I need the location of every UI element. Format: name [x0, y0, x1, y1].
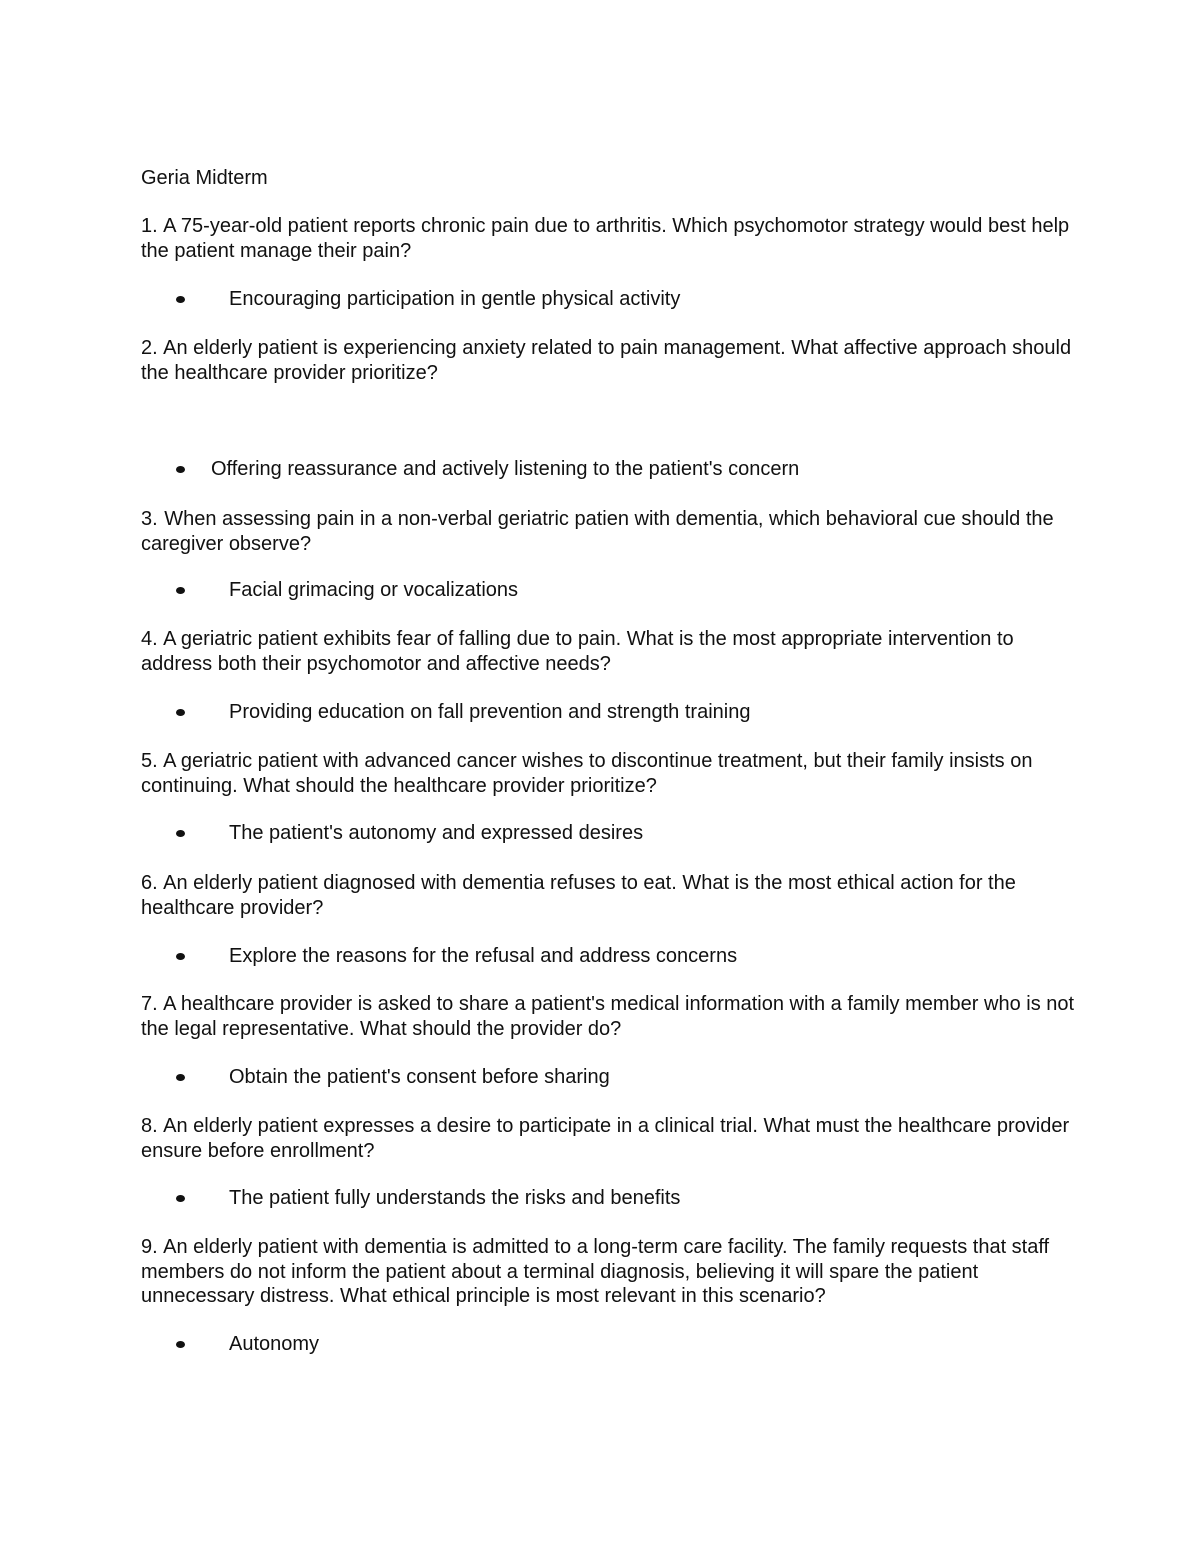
question-number: 7.: [141, 993, 158, 1015]
answer-1: [176, 287, 680, 311]
bullet-icon: [176, 709, 185, 716]
question-2: [141, 336, 1076, 385]
question-text: An elderly patient diagnosed with dementia refuses to eat. What is the most ethical action for the healthcare provider?: [141, 872, 1016, 919]
question-text: A 75-year-old patient reports chronic pain due to arthritis. Which psychomotor strategy would best help the patient manage their pain?: [141, 215, 1070, 262]
answer-text: Offering reassurance and actively listening to the patient's concern: [211, 458, 800, 480]
answer-7: [176, 1065, 610, 1089]
question-number: 3.: [141, 508, 158, 530]
answer-6: [176, 944, 737, 968]
bullet-icon: [176, 1074, 185, 1081]
question-text: An elderly patient is experiencing anxiety related to pain management. What affective approach should the healthcare provider prioritize?: [141, 337, 1072, 384]
answer-2: [176, 457, 799, 481]
bullet-icon: [176, 466, 185, 473]
question-number: 2.: [141, 337, 158, 359]
question-5: [141, 749, 1076, 798]
answer-8: [176, 1186, 680, 1210]
question-number: 4.: [141, 628, 158, 650]
question-text: A geriatric patient exhibits fear of falling due to pain. What is the most appropriate intervention to address both their psychomotor and affective needs?: [141, 628, 1014, 675]
bullet-icon: [176, 587, 185, 594]
bullet-icon: [176, 1195, 185, 1202]
question-number: 5.: [141, 750, 158, 772]
answer-text: Providing education on fall prevention and strength training: [229, 701, 751, 723]
bullet-icon: [176, 296, 185, 303]
question-7: [141, 992, 1076, 1041]
answer-text: The patient fully understands the risks and benefits: [229, 1187, 681, 1209]
bullet-icon: [176, 1341, 185, 1348]
question-number: 1.: [141, 215, 158, 237]
question-text: A healthcare provider is asked to share a patient's medical information with a family member who is not the legal representative. What should the provider do?: [141, 993, 1075, 1040]
question-6: [141, 871, 1076, 920]
answer-9: [176, 1332, 319, 1356]
question-3: [141, 507, 1076, 556]
bullet-icon: [176, 830, 185, 837]
answer-text: Autonomy: [229, 1333, 320, 1355]
answer-text: Obtain the patient's consent before sharing: [229, 1066, 610, 1088]
question-number: 6.: [141, 872, 158, 894]
bullet-icon: [176, 953, 185, 960]
document-title: Geria Midterm: [141, 167, 268, 189]
question-1: [141, 214, 1076, 263]
question-8: [141, 1114, 1076, 1163]
answer-5: [176, 821, 643, 845]
question-text: A geriatric patient with advanced cancer wishes to discontinue treatment, but their family insists on continuing. What should the healthcare provider prioritize?: [141, 750, 1033, 797]
question-9: [141, 1235, 1076, 1309]
question-text: An elderly patient with dementia is admitted to a long-term care facility. The family requests that staff members do not inform the patient about a terminal diagnosis, believing it will spare the patient unnecessary distress. What ethical principle is most relevant in this scenario?: [141, 1236, 1050, 1307]
question-text: An elderly patient expresses a desire to participate in a clinical trial. What must the healthcare provider ensure before enrollment?: [141, 1115, 1070, 1162]
answer-text: The patient's autonomy and expressed desires: [229, 822, 644, 844]
answer-3: [176, 578, 518, 602]
answer-text: Facial grimacing or vocalizations: [229, 579, 519, 601]
question-number: 9.: [141, 1236, 158, 1258]
answer-4: [176, 700, 750, 724]
question-4: [141, 627, 1076, 676]
question-text: When assessing pain in a non-verbal geriatric patien with dementia, which behavioral cue should the caregiver observe?: [141, 508, 1054, 555]
answer-text: Explore the reasons for the refusal and address concerns: [229, 945, 738, 967]
question-number: 8.: [141, 1115, 158, 1137]
answer-text: Encouraging participation in gentle physical activity: [229, 288, 681, 310]
